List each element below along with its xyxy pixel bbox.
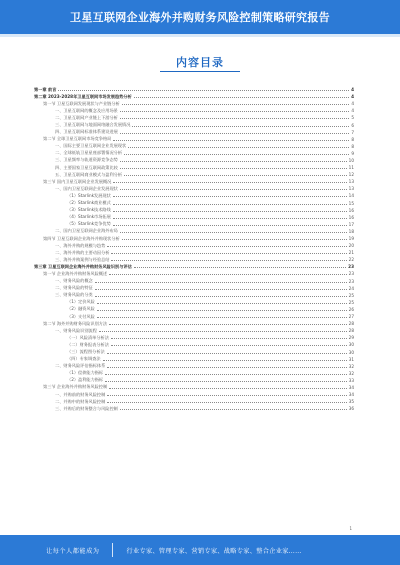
toc-dot-leader [95, 282, 347, 283]
toc-dot-leader [109, 388, 347, 389]
report-footer [0, 535, 400, 565]
header-divider [0, 34, 400, 37]
toc-entry-title: 第一节 企业海外并购财务风险概述 [43, 270, 108, 276]
toc-dot-leader [113, 218, 347, 219]
toc-entry[interactable] [34, 136, 354, 143]
toc-entry[interactable] [34, 327, 354, 334]
toc-entry[interactable] [34, 235, 354, 242]
footer-divider [112, 543, 113, 557]
toc-entry-title: （2）融资风险 [67, 306, 95, 312]
toc-entry-title: （4）Starlink市场拓展 [67, 214, 111, 220]
toc-entry[interactable] [34, 384, 354, 391]
toc-entry[interactable] [34, 270, 354, 277]
toc-entry[interactable] [34, 249, 354, 256]
toc-entry[interactable] [34, 285, 354, 292]
report-title: 卫星互联网企业海外并购财务风险控制策略研究报告 [70, 11, 330, 24]
footer-tagline: 行业专家、管理专家、营销专家、战略专家、整合企业家…… [126, 547, 302, 555]
toc-dot-leader [113, 182, 346, 183]
toc-dot-leader [122, 239, 347, 240]
toc-entry-page: 4 [351, 87, 354, 93]
toc-entry[interactable] [34, 214, 354, 221]
toc-dot-leader [111, 338, 347, 339]
toc-entry-title: 三、财务风险的分类 [55, 292, 93, 298]
toc-entry-page: 25 [348, 299, 354, 305]
toc-dot-leader [99, 331, 347, 332]
toc-entry-page: 8 [351, 136, 354, 142]
toc-entry-title: 第四节 卫星互联网企业海外并购现状分析 [43, 235, 120, 241]
toc-chapter-entry[interactable] [34, 86, 354, 93]
toc-entry-title: 第三章 卫星互联网企业海外并购财务风险识别与评估 [34, 263, 132, 269]
toc-entry-page: 34 [348, 392, 354, 398]
toc-dot-leader [128, 147, 349, 148]
toc-heading: 内容目录 [176, 56, 224, 69]
toc-entry[interactable] [34, 200, 354, 207]
toc-entry-page: 17 [348, 221, 354, 227]
toc-dot-leader [113, 225, 347, 226]
toc-entry-title: 四、卫星互联网标准体系建设进展 [55, 129, 118, 135]
toc-entry[interactable] [34, 171, 354, 178]
toc-entry-title: 二、全球低轨卫星星座部署情况分析 [55, 150, 123, 156]
toc-entry-title: 四、主要国家卫星互联网政策比较 [55, 164, 118, 170]
toc-entry-page: 31 [348, 356, 354, 362]
toc-entry-page: 25 [348, 292, 354, 298]
toc-entry-page: 28 [348, 321, 354, 327]
toc-entry-title: 三、卫星频率与轨道资源竞争态势 [55, 157, 118, 163]
toc-dot-leader [97, 310, 347, 311]
toc-dot-leader [113, 211, 347, 212]
toc-dot-leader [97, 303, 347, 304]
toc-entry[interactable] [34, 114, 354, 121]
toc-dot-leader [105, 374, 346, 375]
toc-entry-title: 二、财务风险的特征 [55, 285, 93, 291]
footer-slogan: 让每个人都能成为 [46, 547, 100, 555]
toc-entry-title: 二、并购中的财务风险控制 [55, 398, 106, 404]
toc-entry-page: 32 [348, 370, 354, 376]
toc-entry-title: 五、卫星互联网商业模式与盈利分析 [55, 171, 123, 177]
toc-entry-page: 21 [348, 250, 354, 256]
toc-dot-leader [120, 161, 347, 162]
toc-entry-title: 第一节 卫星互联网发展现状与产业链分析 [43, 100, 120, 106]
toc-entry[interactable] [34, 377, 354, 384]
toc-entry-title: （三）流程图分析法 [67, 349, 105, 355]
toc-entry-page: 23 [348, 278, 354, 284]
toc-entry-title: 第二节 全球卫星互联网市场竞争格局 [43, 136, 112, 142]
toc-entry-title: 第一章 前言 [34, 86, 57, 92]
toc-entry-page: 7 [351, 129, 354, 135]
toc-heading-underline [160, 71, 240, 72]
toc-dot-leader [120, 133, 350, 134]
toc-entry[interactable] [34, 121, 354, 128]
page-number: 1 [349, 526, 352, 531]
toc-chapter-entry[interactable] [34, 93, 354, 100]
toc-entry-title: 一、国内卫星互联网企业发展现状 [55, 185, 118, 191]
toc-entry[interactable] [34, 143, 354, 150]
toc-entry[interactable] [34, 320, 354, 327]
toc-dot-leader [132, 126, 349, 127]
toc-entry-title: （1）Starlink发展现状 [67, 192, 111, 198]
toc-entry-title: 二、卫星互联网产业链上下游分析 [55, 114, 118, 120]
toc-entry[interactable] [34, 334, 354, 341]
toc-entry-page: 4 [351, 101, 354, 107]
toc-dot-leader [107, 353, 347, 354]
toc-entry-page: 23 [348, 271, 354, 277]
toc-entry-page: 16 [348, 214, 354, 220]
toc-entry-title: 一、财务风险的概念 [55, 278, 93, 284]
toc-entry-title: 二、财务风险评估指标体系 [55, 363, 106, 369]
toc-entry-page: 24 [348, 285, 354, 291]
toc-chapter-entry[interactable] [34, 263, 354, 270]
toc-entry-title: 一、卫星互联网的概念及应用场景 [55, 107, 118, 113]
toc-entry-title: 一、国际主要卫星互联网企业发展现状 [55, 143, 127, 149]
toc-entry-title: 三、并购后的财务整合与风险控制 [55, 405, 118, 411]
toc-entry-title: （5）Starlink竞争优势 [67, 221, 111, 227]
toc-dot-leader [120, 118, 350, 119]
toc-entry-page: 28 [348, 328, 354, 334]
toc-entry-page: 13 [348, 186, 354, 192]
toc-entry-title: （二）财务报表分析法 [67, 341, 109, 347]
toc-entry[interactable] [34, 129, 354, 136]
toc-dot-leader [120, 189, 347, 190]
toc-entry[interactable] [34, 278, 354, 285]
toc-entry-page: 11 [348, 165, 354, 171]
toc-entry-page: 18 [348, 228, 354, 234]
toc-dot-leader [113, 140, 349, 141]
toc-entry[interactable] [34, 356, 354, 363]
toc-entry-title: 三、海外并购案例与经验总结 [55, 256, 110, 262]
toc-entry-title: 三、卫星互联网与地面网络融合发展情况 [55, 122, 131, 128]
toc-dot-leader [113, 196, 347, 197]
toc-entry[interactable] [34, 228, 354, 235]
toc-dot-leader [120, 111, 350, 112]
toc-entry[interactable] [34, 348, 354, 355]
toc-entry[interactable] [34, 178, 354, 185]
toc-entry-page: 29 [348, 335, 354, 341]
toc-dot-leader [124, 175, 347, 176]
toc-dot-leader [124, 154, 349, 155]
toc-entry[interactable] [34, 242, 354, 249]
toc-entry-page: 19 [348, 236, 354, 242]
toc-entry-page: 32 [348, 363, 354, 369]
toc-entry[interactable] [34, 207, 354, 214]
toc-dot-leader [122, 104, 350, 105]
toc-entry-title: 一、并购前的财务风险控制 [55, 391, 106, 397]
toc-entry-page: 35 [348, 399, 354, 405]
toc-entry[interactable] [34, 150, 354, 157]
toc-entry[interactable] [34, 185, 354, 192]
toc-entry-page: 8 [351, 143, 354, 149]
toc-dot-leader [107, 395, 346, 396]
toc-dot-leader [107, 402, 346, 403]
toc-entry-title: 第三节 国内卫星互联网企业发展概况 [43, 178, 112, 184]
toc-entry[interactable] [34, 299, 354, 306]
toc-entry-title: （1）定价风险 [67, 299, 95, 305]
toc-dot-leader [95, 289, 347, 290]
toc-entry-page: 4 [351, 108, 354, 114]
toc-dot-leader [107, 246, 346, 247]
toc-entry-page: 30 [348, 342, 354, 348]
toc-entry[interactable] [34, 391, 354, 398]
toc-entry-page: 20 [348, 243, 354, 249]
toc-dot-leader [111, 253, 346, 254]
toc-dot-leader [97, 317, 347, 318]
toc-dot-leader [109, 324, 347, 325]
toc-entry-title: （3）支付风险 [67, 313, 95, 319]
toc-entry-title: 第三节 企业海外并购财务风险控制 [43, 384, 108, 390]
toc-entry[interactable] [34, 341, 354, 348]
toc-dot-leader [120, 409, 347, 410]
toc-entry-page: 16 [348, 207, 354, 213]
toc-entry[interactable] [34, 164, 354, 171]
toc-entry-title: （四）专家调查法 [67, 356, 101, 362]
toc-entry-page: 5 [351, 115, 354, 121]
toc-entry-page: 36 [348, 406, 354, 412]
toc-dot-leader [134, 97, 349, 98]
toc-entry[interactable] [34, 100, 354, 107]
toc-entry[interactable] [34, 292, 354, 299]
table-of-contents [34, 86, 354, 412]
toc-entry[interactable] [34, 221, 354, 228]
toc-entry[interactable] [34, 107, 354, 114]
toc-entry-title: （3）Starlink技术路线 [67, 207, 111, 213]
toc-entry[interactable] [34, 363, 354, 370]
toc-entry-page: 23 [348, 264, 354, 270]
toc-entry-page: 30 [348, 349, 354, 355]
toc-dot-leader [111, 345, 347, 346]
toc-dot-leader [134, 267, 346, 268]
toc-entry-title: （2）盈利能力指标 [67, 377, 104, 383]
toc-dot-leader [111, 260, 346, 261]
toc-entry-title: 一、海外并购的规模与趋势 [55, 242, 106, 248]
toc-entry-title: 第二章 2023-2028年卫星互联网市场发展趋势分析 [34, 93, 132, 99]
toc-entry-page: 12 [348, 172, 354, 178]
toc-dot-leader [109, 274, 347, 275]
toc-entry[interactable] [34, 157, 354, 164]
toc-dot-leader [113, 204, 347, 205]
report-header [0, 0, 400, 34]
toc-dot-leader [107, 367, 346, 368]
toc-entry-page: 4 [351, 94, 354, 100]
toc-dot-leader [95, 296, 347, 297]
toc-dot-leader [103, 360, 347, 361]
toc-entry-page: 22 [348, 257, 354, 263]
toc-entry-page: 27 [348, 314, 354, 320]
toc-entry-page: 15 [348, 200, 354, 206]
toc-entry-page: 34 [348, 384, 354, 390]
toc-entry-title: 二、海外并购的主要动因分析 [55, 249, 110, 255]
toc-entry-page: 14 [348, 193, 354, 199]
toc-entry[interactable] [34, 256, 354, 263]
toc-entry[interactable] [34, 313, 354, 320]
toc-entry-title: （一）风险清单分析法 [67, 334, 109, 340]
toc-entry[interactable] [34, 398, 354, 405]
toc-entry-title: （1）偿债能力指标 [67, 370, 104, 376]
toc-dot-leader [120, 168, 347, 169]
toc-dot-leader [58, 90, 349, 91]
toc-entry-title: 二、国内卫星互联网企业海外布局 [55, 228, 118, 234]
toc-entry-title: 第二节 海外并购财务风险识别方法 [43, 320, 108, 326]
toc-entry-page: 9 [351, 150, 354, 156]
toc-entry-page: 26 [348, 306, 354, 312]
toc-entry[interactable] [34, 405, 354, 412]
toc-entry[interactable] [34, 192, 354, 199]
toc-entry-page: 33 [348, 377, 354, 383]
toc-entry-page: 10 [348, 157, 354, 163]
toc-entry-page: 6 [351, 122, 354, 128]
toc-entry[interactable] [34, 306, 354, 313]
toc-entry[interactable] [34, 370, 354, 377]
toc-entry-title: 一、财务风险识别流程 [55, 327, 97, 333]
toc-dot-leader [105, 381, 346, 382]
toc-dot-leader [120, 232, 347, 233]
toc-entry-title: （2）Starlink商业模式 [67, 200, 111, 206]
toc-entry-page: 13 [348, 179, 354, 185]
